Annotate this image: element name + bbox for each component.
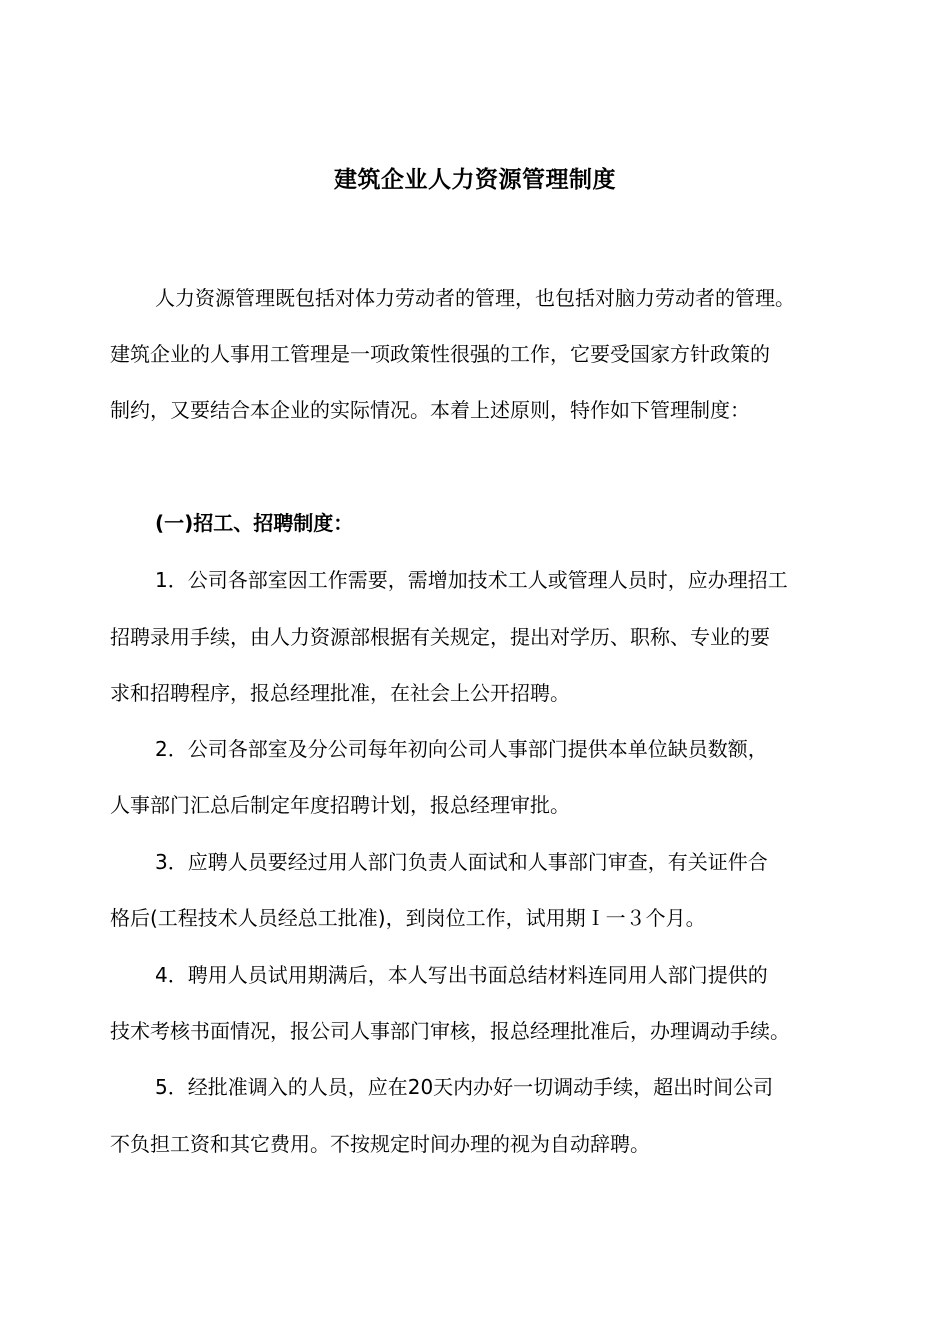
section-heading: (一)招工、招聘制度：: [155, 511, 354, 535]
item5-line-1: 5．经批准调入的人员，应在20天内办好一切调动手续，超出时间公司: [155, 1075, 774, 1099]
intro-line-1: 人力资源管理既包括对体力劳动者的管理，也包括对脑力劳动者的管理。: [155, 286, 795, 310]
item5-line-2: 不负担工资和其它费用。不按规定时间办理的视为自动辞聘。: [110, 1132, 650, 1156]
item2-line-2: 人事部门汇总后制定年度招聘计划，报总经理审批。: [110, 793, 570, 817]
item3-line-1: 3．应聘人员要经过用人部门负责人面试和人事部门审查，有关证件合: [155, 850, 768, 874]
intro-line-3: 制约，又要结合本企业的实际情况。本着上述原则，特作如下管理制度：: [110, 398, 750, 422]
item2-line-1: 2．公司各部室及分公司每年初向公司人事部门提供本单位缺员数额，: [155, 737, 768, 761]
intro-line-2: 建筑企业的人事用工管理是一项政策性很强的工作，它要受国家方针政策的: [110, 342, 770, 366]
item3-line-2: 格后(工程技术人员经总工批准)，到岗位工作，试用期Ｉ一３个月。: [110, 906, 706, 930]
document-title: 建筑企业人力资源管理制度: [334, 167, 616, 193]
item1-line-1: 1．公司各部室因工作需要，需增加技术工人或管理人员时，应办理招工: [155, 568, 788, 592]
item1-line-2: 招聘录用手续，由人力资源部根据有关规定，提出对学历、职称、专业的要: [110, 625, 770, 649]
item4-line-2: 技术考核书面情况，报公司人事部门审核，报总经理批准后，办理调动手续。: [110, 1019, 790, 1043]
item1-line-3: 求和招聘程序，报总经理批准，在社会上公开招聘。: [110, 681, 570, 705]
item4-line-1: 4．聘用人员试用期满后，本人写出书面总结材料连同用人部门提供的: [155, 963, 768, 987]
